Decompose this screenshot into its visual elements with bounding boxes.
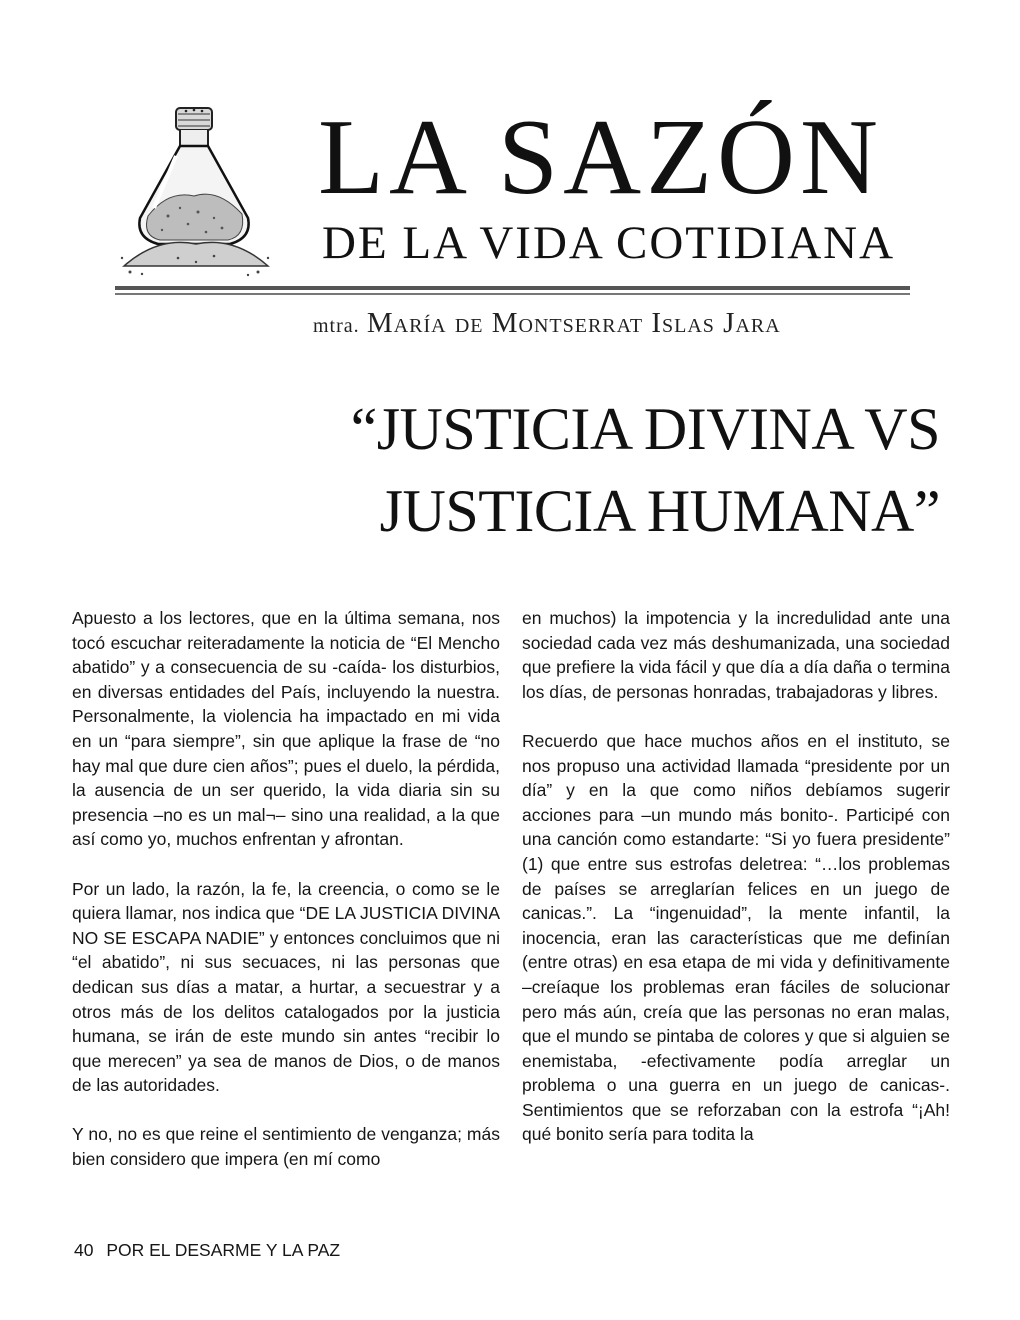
- magazine-section-title: LA SAZÓN: [318, 98, 884, 217]
- paragraph: Apuesto a los lectores, que en la última semana, nos tocó escuchar reiteradamente la noticia de “El Mencho abatido” y a consecuencia de su -caída- los disturbios, en diversas entidades del País, incluyendo la nuestra. Personalmente, la violencia ha impactado en mi vida en un “para siempre”, sin que aplique la frase de “no hay mal que dure cien años”; pues el duelo, la pérdida, la ausencia de un ser querido, la vida diaria sin su presencia –no es un mal¬– sino una realidad, a la que así como yo, muchos enfrentan y afrontan.: [72, 608, 500, 850]
- article-title-line-1: “JUSTICIA DIVINA VS: [350, 396, 940, 462]
- article-title: [351, 388, 940, 552]
- header-divider: [115, 286, 910, 290]
- paragraph: Y no, no es que reine el sentimiento de venganza; más bien considero que impera (en mí como: [72, 1124, 500, 1170]
- author-byline: [313, 305, 781, 344]
- left-column: [72, 606, 500, 1196]
- author-name: María de Montserrat Islas Jara: [366, 307, 781, 339]
- page-footer: [74, 1238, 340, 1262]
- paragraph: Por un lado, la razón, la fe, la creencia, o como se le quiera llamar, nos indica que “DE LA JUSTICIA DIVINA NO SE ESCAPA NADIE” y entonces concluimos que ni “el abatido”, ni sus secuaces, ni las personas que dedican sus días a matar, a hurtar, a secuestrar y a otros más de los delitos catalogados por la justicia humana, se irán de este mundo sin antes “recibir lo que merecen” ya sea de manos de Dios, o de manos de las autoridades.: [72, 878, 500, 1096]
- publication-name: POR EL DESARME Y LA PAZ: [106, 1240, 341, 1260]
- header-divider-thin: [115, 293, 910, 295]
- paragraph: Recuerdo que hace muchos años en el instituto, se nos propuso una actividad llamada “presidente por un día” y en la que como niños debíamos sugerir acciones para –un mundo más bonito-. Participé con una canción como estandarte: “Si yo fuera presidente” (1) que entre sus estrofas deletrea: “…los problemas de países se arreglarían felices en un juego de canicas.”. La “ingenuidad”, la mente infantil, la inocencia, eran las características que me definían (entre otras) en esa etapa de mi vida y definitivamente –creíaque los problemas eran fáciles de solucionar pero más aún, creía que las personas no eran malas, que el mundo se pintaba de colores y que si alguien se enemistaba, -efectivamente podía arreglar un problema o una guerra en un juego de canicas-. Sentimientos que se reforzaban con la estrofa “¡Ah! qué bonito sería para todita la: [522, 730, 950, 1145]
- right-column: [522, 606, 950, 1172]
- page-number: 40: [74, 1240, 94, 1260]
- article-title-line-2: JUSTICIA HUMANA”: [379, 478, 940, 544]
- paragraph: en muchos) la impotencia y la incredulidad ante una sociedad cada vez más deshumanizada, una sociedad que prefiere la vida fácil y que día a día daña o termina los días, de personas honradas, trabajadoras y libres.: [522, 608, 950, 702]
- salt-shaker-icon: [118, 98, 273, 278]
- author-prefix: mtra.: [313, 315, 360, 337]
- magazine-section-subtitle: DE LA VIDA COTIDIANA: [322, 217, 896, 269]
